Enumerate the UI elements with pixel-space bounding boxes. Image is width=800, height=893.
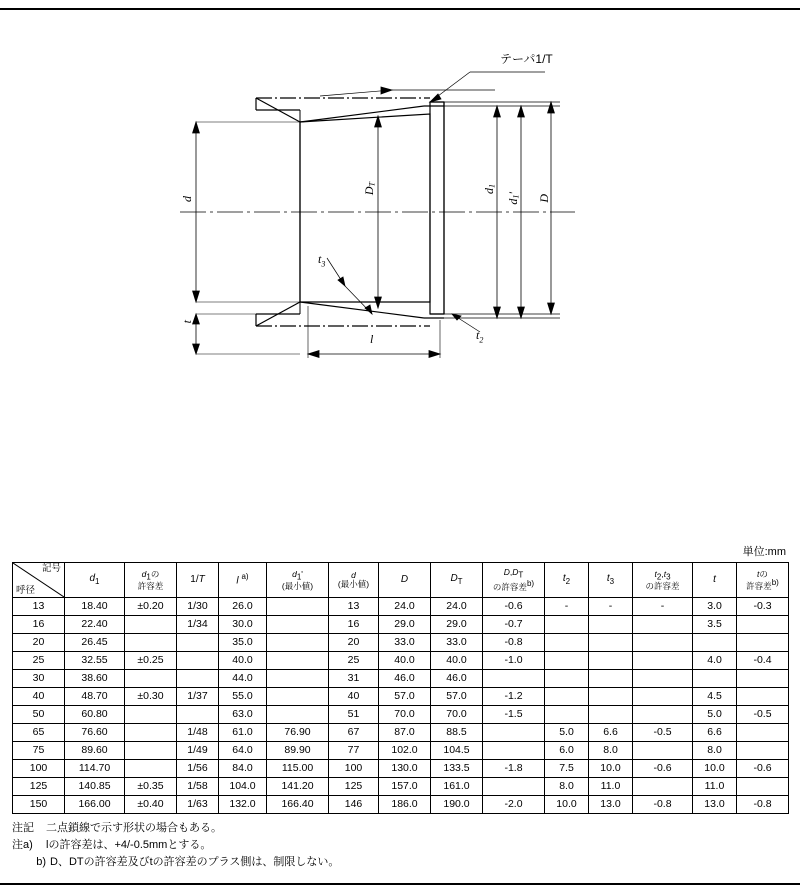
- table-cell: 65: [13, 724, 65, 742]
- table-cell: -0.6: [633, 760, 693, 778]
- table-cell: 89.60: [65, 742, 125, 760]
- table-cell: 33.0: [379, 634, 431, 652]
- table-row: [13, 598, 789, 616]
- table-cell: 18.40: [65, 598, 125, 616]
- table-cell: [267, 670, 329, 688]
- table-cell: 40: [13, 688, 65, 706]
- header-d1: $d_1$: [65, 563, 125, 598]
- table-cell: ±0.25: [125, 652, 177, 670]
- label-d1-prime: $d_1'$: [506, 192, 521, 205]
- table-cell: [545, 652, 589, 670]
- table-cell: 4.0: [693, 652, 737, 670]
- table-cell: [545, 670, 589, 688]
- table-cell: 51: [329, 706, 379, 724]
- label-t: t: [180, 320, 194, 324]
- table-cell: 32.55: [65, 652, 125, 670]
- table-cell: -1.2: [483, 688, 545, 706]
- label-d: d: [180, 196, 194, 202]
- table-cell: 33.0: [431, 634, 483, 652]
- table-cell: 1/56: [177, 760, 219, 778]
- table-cell: 141.20: [267, 778, 329, 796]
- header-l: l $^{a)}$: [219, 563, 267, 598]
- top-rule: [0, 8, 800, 10]
- table-cell: [267, 616, 329, 634]
- table-cell: 100: [329, 760, 379, 778]
- table-cell: 44.0: [219, 670, 267, 688]
- header-kigou: 記号: [41, 563, 61, 574]
- note-b-text: D、DTの許容差及びtの許容差のプラス側は、制限しない。: [50, 856, 340, 869]
- notes-block: [12, 820, 339, 871]
- table-cell: 30.0: [219, 616, 267, 634]
- label-d1: $d_1$: [482, 184, 497, 194]
- table-cell: [267, 634, 329, 652]
- table-row: [13, 634, 789, 652]
- table-cell: ±0.30: [125, 688, 177, 706]
- table-row: [13, 616, 789, 634]
- table-cell: 16: [329, 616, 379, 634]
- table-cell: -0.8: [483, 634, 545, 652]
- table-cell: 76.90: [267, 724, 329, 742]
- table-cell: 190.0: [431, 796, 483, 814]
- table-cell: [737, 742, 789, 760]
- header-t-tol: tの 許容差b): [737, 563, 789, 598]
- table-cell: 186.0: [379, 796, 431, 814]
- table-cell: 16: [13, 616, 65, 634]
- table-cell: -0.3: [737, 598, 789, 616]
- table-cell: 6.0: [545, 742, 589, 760]
- table-cell: -2.0: [483, 796, 545, 814]
- table-cell: 140.85: [65, 778, 125, 796]
- table-cell: [633, 634, 693, 652]
- table-cell: 1/49: [177, 742, 219, 760]
- table-cell: 48.70: [65, 688, 125, 706]
- table-cell: 6.6: [589, 724, 633, 742]
- table-cell: [125, 760, 177, 778]
- table-cell: [737, 634, 789, 652]
- taper-label: テーパ1/T: [500, 52, 553, 66]
- table-cell: 61.0: [219, 724, 267, 742]
- header-t3: $t_3$: [589, 563, 633, 598]
- table-cell: 57.0: [379, 688, 431, 706]
- header-corner: [13, 563, 65, 598]
- table-cell: 100: [13, 760, 65, 778]
- table-cell: 8.0: [545, 778, 589, 796]
- table-cell: 50: [13, 706, 65, 724]
- header-D-DT-tol: D,DT の許容差b): [483, 563, 545, 598]
- table-cell: 8.0: [589, 742, 633, 760]
- table-cell: 60.80: [65, 706, 125, 724]
- header-D: D: [379, 563, 431, 598]
- table-row: [13, 778, 789, 796]
- table-cell: 130.0: [379, 760, 431, 778]
- table-cell: 84.0: [219, 760, 267, 778]
- table-cell: 3.5: [693, 616, 737, 634]
- table-row: [13, 688, 789, 706]
- table-cell: 1/63: [177, 796, 219, 814]
- table-cell: 70.0: [431, 706, 483, 724]
- header-1T: 1/T: [177, 563, 219, 598]
- table-cell: -1.0: [483, 652, 545, 670]
- table-cell: 6.6: [693, 724, 737, 742]
- header-t: t: [693, 563, 737, 598]
- table-cell: 20: [329, 634, 379, 652]
- table-cell: 157.0: [379, 778, 431, 796]
- note-row-3: [12, 854, 339, 871]
- table-cell: [545, 688, 589, 706]
- table-cell: ±0.20: [125, 598, 177, 616]
- table-cell: [177, 670, 219, 688]
- table-cell: 3.0: [693, 598, 737, 616]
- table-cell: 166.00: [65, 796, 125, 814]
- label-t2: $t_2$: [476, 328, 484, 345]
- header-t2-t3-tol: t2,t3 の許容差: [633, 563, 693, 598]
- note-b-label: b): [36, 856, 46, 869]
- table-cell: 40: [329, 688, 379, 706]
- table-cell: 89.90: [267, 742, 329, 760]
- table-cell: 7.5: [545, 760, 589, 778]
- table-cell: [589, 688, 633, 706]
- table-cell: 104.0: [219, 778, 267, 796]
- table-cell: [125, 706, 177, 724]
- table-cell: 102.0: [379, 742, 431, 760]
- table-cell: 29.0: [431, 616, 483, 634]
- table-cell: 161.0: [431, 778, 483, 796]
- table-cell: 55.0: [219, 688, 267, 706]
- note-label: 注記: [12, 822, 34, 834]
- table-cell: [125, 670, 177, 688]
- table-row: [13, 670, 789, 688]
- table-cell: 1/58: [177, 778, 219, 796]
- table-cell: [267, 652, 329, 670]
- table-cell: 125: [13, 778, 65, 796]
- bottom-rule: [0, 883, 800, 885]
- table-cell: -0.5: [633, 724, 693, 742]
- table-cell: -0.5: [737, 706, 789, 724]
- table-cell: [545, 616, 589, 634]
- table-cell: -0.8: [737, 796, 789, 814]
- table-cell: 146: [329, 796, 379, 814]
- table-cell: [633, 742, 693, 760]
- table-cell: [633, 670, 693, 688]
- table-row: [13, 724, 789, 742]
- table-cell: 13.0: [693, 796, 737, 814]
- table-cell: [589, 616, 633, 634]
- table-cell: 77: [329, 742, 379, 760]
- header-yobi: 呼径: [16, 585, 36, 597]
- table-cell: [545, 706, 589, 724]
- header-d1-prime: d1' (最小値): [267, 563, 329, 598]
- table-cell: [589, 670, 633, 688]
- label-t3: $t_3$: [318, 252, 326, 269]
- table-cell: [633, 688, 693, 706]
- note-a-label: 注a): [12, 839, 33, 852]
- table-row: [13, 742, 789, 760]
- table-cell: [483, 724, 545, 742]
- label-DT: $D_T$: [362, 182, 377, 196]
- table-cell: [589, 652, 633, 670]
- table-cell: 88.5: [431, 724, 483, 742]
- table-row: [13, 796, 789, 814]
- table-cell: 133.5: [431, 760, 483, 778]
- spec-table: [12, 562, 789, 814]
- table-cell: -: [633, 598, 693, 616]
- table-cell: [693, 670, 737, 688]
- table-cell: -0.6: [737, 760, 789, 778]
- table-cell: 13: [329, 598, 379, 616]
- note-text: 二点鎖線で示す形状の場合もある。: [46, 822, 222, 834]
- table-cell: [177, 652, 219, 670]
- table-cell: [483, 742, 545, 760]
- table-cell: -: [545, 598, 589, 616]
- table-cell: [737, 670, 789, 688]
- table-cell: [483, 778, 545, 796]
- table-row: [13, 652, 789, 670]
- table-cell: [737, 778, 789, 796]
- header-d: d (最小値): [329, 563, 379, 598]
- table-cell: [267, 706, 329, 724]
- table-row: [13, 760, 789, 778]
- table-cell: [633, 652, 693, 670]
- table-cell: 40.0: [379, 652, 431, 670]
- table-cell: 70.0: [379, 706, 431, 724]
- table-cell: 115.00: [267, 760, 329, 778]
- drawing-svg: [0, 14, 800, 374]
- table-cell: 11.0: [589, 778, 633, 796]
- table-cell: 40.0: [431, 652, 483, 670]
- table-cell: 22.40: [65, 616, 125, 634]
- table-cell: [267, 598, 329, 616]
- table-cell: 25: [329, 652, 379, 670]
- table-row: [13, 706, 789, 724]
- table-cell: 10.0: [545, 796, 589, 814]
- table-cell: 30: [13, 670, 65, 688]
- table-cell: [589, 706, 633, 724]
- table-cell: [633, 616, 693, 634]
- table-cell: 1/30: [177, 598, 219, 616]
- header-t2: $t_2$: [545, 563, 589, 598]
- label-D: D: [537, 194, 551, 203]
- table-cell: [125, 634, 177, 652]
- table-cell: [737, 724, 789, 742]
- table-body: [13, 598, 789, 814]
- table-cell: 1/34: [177, 616, 219, 634]
- table-cell: 8.0: [693, 742, 737, 760]
- table-cell: [125, 616, 177, 634]
- table-cell: -0.8: [633, 796, 693, 814]
- table-cell: 10.0: [589, 760, 633, 778]
- table-cell: -1.8: [483, 760, 545, 778]
- header-DT: $D_T$: [431, 563, 483, 598]
- table-cell: 132.0: [219, 796, 267, 814]
- table-cell: 26.0: [219, 598, 267, 616]
- table-cell: 76.60: [65, 724, 125, 742]
- table-cell: 57.0: [431, 688, 483, 706]
- table-cell: [737, 688, 789, 706]
- table-header-row: [13, 563, 789, 598]
- table-cell: 5.0: [693, 706, 737, 724]
- table-cell: 1/48: [177, 724, 219, 742]
- table-cell: -0.4: [737, 652, 789, 670]
- table-cell: -: [589, 598, 633, 616]
- spec-table-wrapper: [12, 562, 788, 814]
- table-cell: -0.7: [483, 616, 545, 634]
- table-cell: 75: [13, 742, 65, 760]
- table-cell: [125, 742, 177, 760]
- table-cell: 87.0: [379, 724, 431, 742]
- table-cell: 29.0: [379, 616, 431, 634]
- table-cell: [633, 706, 693, 724]
- table-cell: -0.6: [483, 598, 545, 616]
- note-row-2: [12, 837, 339, 854]
- table-cell: 13: [13, 598, 65, 616]
- table-cell: 104.5: [431, 742, 483, 760]
- table-cell: 114.70: [65, 760, 125, 778]
- note-row-1: [12, 820, 339, 837]
- table-cell: 63.0: [219, 706, 267, 724]
- table-cell: 46.0: [431, 670, 483, 688]
- table-cell: 125: [329, 778, 379, 796]
- table-cell: 24.0: [379, 598, 431, 616]
- table-cell: 20: [13, 634, 65, 652]
- note-a-text: lの許容差は、+4/-0.5mmとする。: [46, 839, 212, 852]
- table-cell: 67: [329, 724, 379, 742]
- table-cell: 10.0: [693, 760, 737, 778]
- table-cell: 26.45: [65, 634, 125, 652]
- table-cell: [693, 634, 737, 652]
- table-cell: 24.0: [431, 598, 483, 616]
- table-cell: [545, 634, 589, 652]
- table-cell: 4.5: [693, 688, 737, 706]
- table-cell: 1/37: [177, 688, 219, 706]
- table-cell: 40.0: [219, 652, 267, 670]
- table-cell: 166.40: [267, 796, 329, 814]
- table-cell: -1.5: [483, 706, 545, 724]
- table-cell: [125, 724, 177, 742]
- table-cell: [483, 670, 545, 688]
- table-cell: 31: [329, 670, 379, 688]
- table-cell: ±0.35: [125, 778, 177, 796]
- table-cell: 64.0: [219, 742, 267, 760]
- table-cell: [589, 634, 633, 652]
- table-cell: 38.60: [65, 670, 125, 688]
- header-d1-tol: d1の 許容差: [125, 563, 177, 598]
- table-cell: 150: [13, 796, 65, 814]
- table-cell: 13.0: [589, 796, 633, 814]
- technical-drawing: [0, 14, 800, 374]
- label-l: l: [370, 332, 374, 346]
- unit-note: 単位:mm: [742, 546, 786, 558]
- table-cell: 46.0: [379, 670, 431, 688]
- table-cell: 35.0: [219, 634, 267, 652]
- table-cell: [267, 688, 329, 706]
- table-cell: ±0.40: [125, 796, 177, 814]
- table-cell: 25: [13, 652, 65, 670]
- table-cell: [737, 616, 789, 634]
- table-cell: [177, 706, 219, 724]
- table-cell: [177, 634, 219, 652]
- table-cell: 5.0: [545, 724, 589, 742]
- table-cell: [633, 778, 693, 796]
- table-cell: 11.0: [693, 778, 737, 796]
